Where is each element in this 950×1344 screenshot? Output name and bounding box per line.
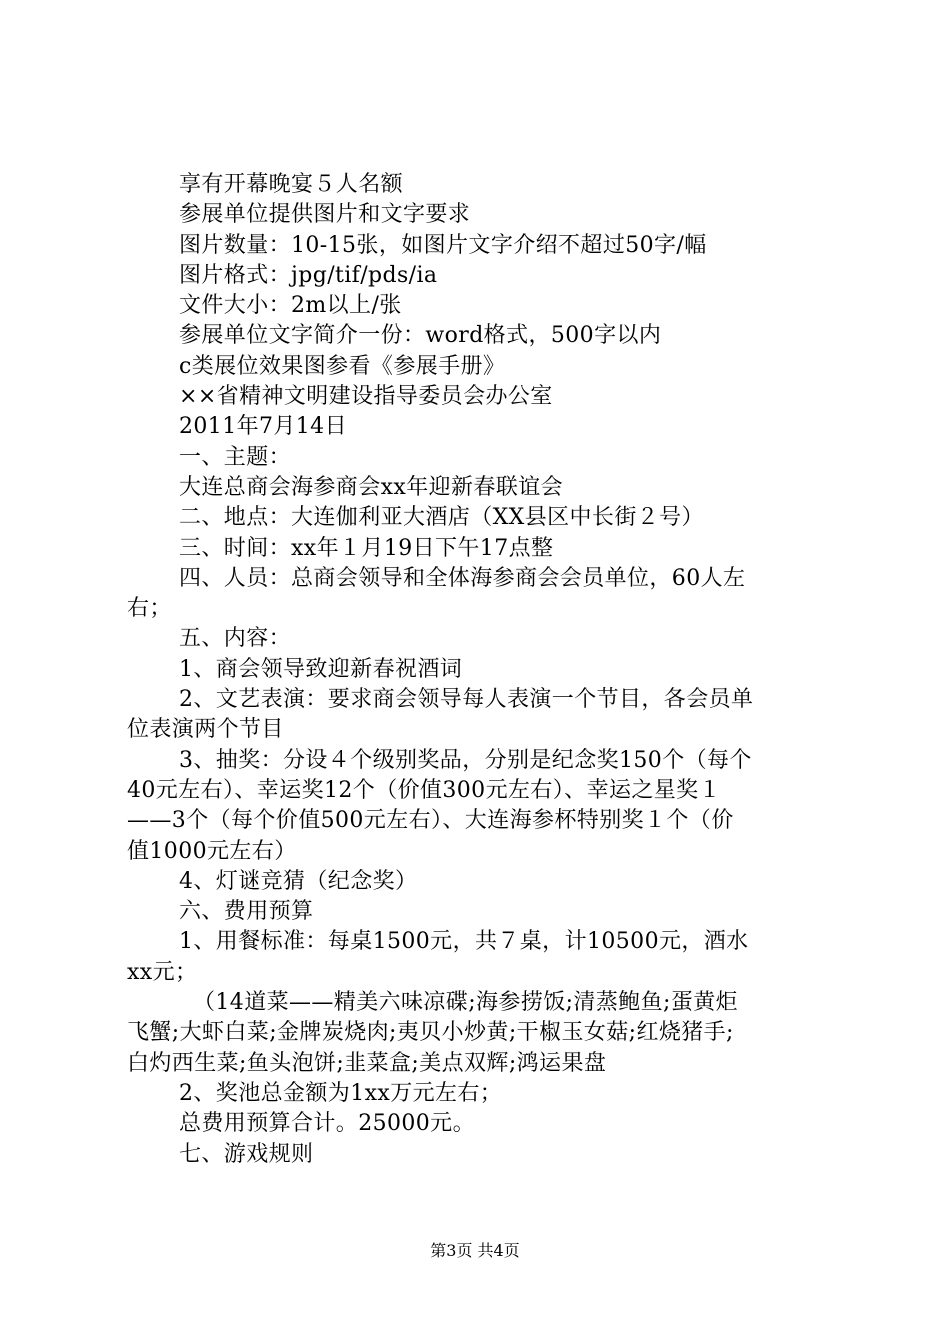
document-body — [127, 170, 839, 1170]
text-line: 图片数量：10-15张，如图片文字介绍不超过50字/幅 — [179, 232, 707, 258]
text-line: 享有开幕晚宴５人名额 — [179, 172, 404, 197]
page-footer: 第3页 共4页 — [430, 1241, 520, 1260]
text-line: ××省精神文明建设指导委员会办公室 — [179, 384, 553, 410]
section-heading: 七、游戏规则 — [179, 1141, 314, 1167]
list-item: 4、灯谜竞猜（纪念奖） — [179, 868, 418, 894]
text-line: 图片格式：jpg/tif/pds/ia — [179, 262, 438, 288]
section-heading: 四、人员：总商会领导和全体海参商会会员单位，60人左 — [179, 565, 746, 591]
text-line: 右； — [127, 596, 172, 622]
list-item: 2、文艺表演：要求商会领导每人表演一个节目，各会员单 — [179, 687, 754, 713]
text-line: 2011年7月14日 — [179, 414, 347, 440]
text-line: 文件大小：2m以上/张 — [179, 293, 402, 319]
text-line: 值1000元左右） — [127, 838, 297, 864]
section-heading: 六、费用预算 — [179, 899, 314, 925]
text-line: 白灼西生菜;鱼头泡饼;韭菜盒;美点双辉;鸿运果盘 — [127, 1050, 607, 1076]
text-line: ——3个（每个价值500元左右）、大连海参杯特别奖１个（价 — [127, 808, 734, 834]
list-item: 2、奖池总金额为1xx万元左右； — [179, 1080, 503, 1106]
section-heading: 五、内容： — [179, 626, 292, 652]
text-line: 参展单位提供图片和文字要求 — [179, 202, 471, 228]
text-line: 参展单位文字简介一份：word格式，500字以内 — [179, 323, 662, 349]
text-line: 40元左右）、幸运奖12个（价值300元左右）、幸运之星奖１ — [127, 777, 721, 803]
list-item: 3、抽奖：分设４个级别奖品，分别是纪念奖150个（每个 — [179, 747, 752, 773]
section-heading: 二、地点：大连伽利亚大酒店（XX县区中长街２号） — [179, 505, 704, 531]
text-line: c类展位效果图参看《参展手册》 — [179, 353, 506, 379]
list-item: 1、商会领导致迎新春祝酒词 — [179, 656, 463, 682]
text-line: 位表演两个节目 — [127, 717, 284, 743]
text-line: 总费用预算合计。25000元。 — [179, 1111, 475, 1137]
text-line: （14道菜——精美六味凉碟;海参捞饭;清蒸鲍鱼;蛋黄炬 — [193, 990, 739, 1016]
text-line: 大连总商会海参商会xx年迎新春联谊会 — [179, 474, 564, 500]
text-line: xx元； — [127, 959, 198, 985]
section-heading: 一、主题： — [179, 444, 292, 470]
text-line: 飞蟹;大虾白菜;金牌炭烧肉;夷贝小炒黄;干椒玉女菇;红烧猪手; — [127, 1020, 734, 1046]
section-heading: 三、时间：xx年１月19日下午17点整 — [179, 535, 554, 561]
list-item: 1、用餐标准：每桌1500元，共７桌，计10500元，酒水 — [179, 929, 749, 955]
